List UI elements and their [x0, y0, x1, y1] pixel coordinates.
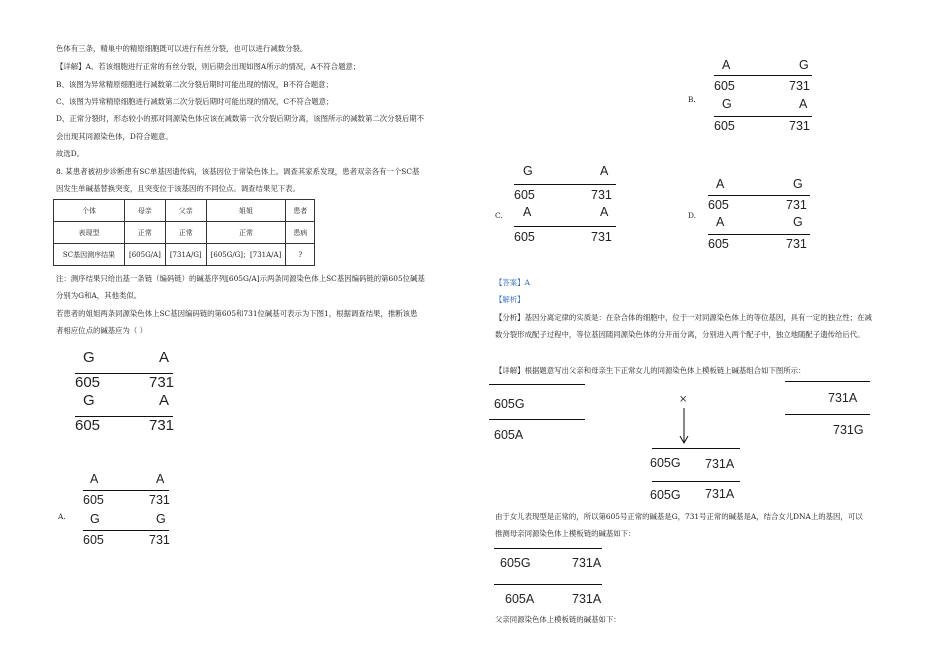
chromosome-line — [514, 226, 616, 227]
chromosome-line — [708, 234, 810, 235]
base-label: A — [716, 177, 725, 191]
table-cell: 正常 — [206, 222, 286, 244]
option-label: D. — [688, 211, 697, 220]
option-label: A. — [58, 512, 66, 521]
option-label: B. — [688, 95, 696, 104]
base-label: G — [799, 58, 809, 72]
sc-gene-table — [53, 199, 315, 266]
position-label: 605 — [708, 237, 729, 251]
text-line: 色体有三条，精巢中的精原细胞既可以进行有丝分裂，也可以进行减数分裂。 — [56, 44, 308, 53]
table-cell: 个体 — [54, 200, 125, 222]
table-cell: [605G/G]；[731A/A] — [206, 244, 286, 266]
answer-tag: 【答案】A — [495, 278, 530, 287]
text-line: D、正常分裂时，形态较小的那对同源染色体应该在减数第一次分裂后期分离，该图所示的减数第二次分裂后期不 — [56, 114, 425, 123]
base-label: G — [793, 177, 803, 191]
position-label: 605 — [514, 188, 535, 202]
position-label: 731 — [789, 79, 810, 93]
base-label: A — [799, 97, 808, 111]
cross-symbol: × — [679, 394, 688, 405]
position-label: 731 — [149, 417, 175, 434]
table-cell: 母亲 — [125, 200, 166, 222]
position-label: 605 — [83, 533, 104, 547]
allele-label: 605G — [500, 556, 531, 570]
chromosome-line — [83, 530, 169, 531]
position-label: 605 — [714, 79, 735, 93]
text-line: 由于女儿表现型是正常的，所以第605号正常的碱基是G，731号正常的碱基是A，结合女儿DNA上的基因，可以 — [495, 512, 863, 521]
arrow-down-icon — [679, 408, 689, 446]
table-cell: ? — [286, 244, 315, 266]
table-cell: 父亲 — [165, 200, 206, 222]
father-allele: 731A — [828, 391, 858, 405]
table-cell: [605G/A] — [125, 244, 166, 266]
position-label: 605 — [75, 417, 101, 434]
base-label: A — [716, 215, 725, 229]
text-line: B、该图为异常精原细胞进行减数第二次分裂后期时可能出现的情况，B不符合题意； — [56, 80, 333, 89]
base-label: G — [793, 215, 803, 229]
father-allele: 731G — [833, 423, 864, 437]
text-line: 数分裂形成配子过程中，等位基因随同源染色体的分开而分离，分别进入两个配子中，独立地随配子遗传给后代。 — [495, 330, 865, 339]
base-label: G — [90, 512, 100, 526]
chromosome-line — [83, 490, 169, 491]
table-cell: 患病 — [286, 222, 315, 244]
position-label: 605 — [714, 119, 735, 133]
position-label: 731 — [591, 230, 612, 244]
base-label: A — [523, 205, 532, 219]
chromosome-line — [494, 584, 602, 585]
text-line: 故选D。 — [56, 149, 85, 158]
mother-allele: 605G — [494, 397, 525, 411]
position-label: 605 — [708, 198, 729, 212]
position-label: 605 — [75, 374, 101, 391]
chromosome-line — [714, 116, 812, 117]
base-label: G — [523, 164, 533, 178]
position-label: 731 — [149, 493, 170, 507]
base-label: A — [159, 392, 170, 409]
table-cell: [731A/G] — [165, 244, 206, 266]
position-label: 731 — [786, 198, 807, 212]
chromosome-line — [489, 384, 585, 385]
daughter-allele: 605G — [650, 456, 681, 470]
daughter-allele: 731A — [705, 457, 735, 471]
note-line: 若患者的姐姐两条同源染色体上SC基因编码链的第605和731位碱基可表示为下图1，根据调查结果，推断该患 — [56, 309, 418, 318]
text-line: 因发生单碱基替换突变，且突变位于该基因的不同位点。调查结果见下表。 — [56, 184, 300, 193]
base-label: G — [722, 97, 732, 111]
base-label: A — [722, 58, 731, 72]
note-line: 者相应位点的碱基应为（ ） — [56, 326, 148, 335]
text-line: 【分析】基因分离定律的实质是：在杂合体的细胞中，位于一对同源染色体上的等位基因，具有一定的独立性；在减 — [495, 313, 872, 322]
table-row — [54, 244, 315, 266]
chromosome-line — [714, 75, 812, 76]
daughter-allele: 731A — [705, 487, 735, 501]
table-row — [54, 222, 315, 244]
position-label: 605 — [83, 493, 104, 507]
base-label: A — [600, 164, 609, 178]
base-label: G — [156, 512, 166, 526]
analysis-tag: 【解析】 — [495, 295, 525, 304]
chromosome-line — [785, 414, 870, 415]
text-line: 推测母亲同源染色体上模板链的碱基如下： — [495, 529, 636, 538]
base-label: A — [156, 472, 165, 486]
position-label: 731 — [789, 119, 810, 133]
option-label: C. — [495, 211, 503, 220]
base-label: G — [83, 392, 95, 409]
text-line: 【详解】A、若该细胞进行正常的有丝分裂，则后期会出现如图A所示的情况，A不符合题意； — [56, 62, 361, 71]
base-label: A — [600, 205, 609, 219]
table-cell: 正常 — [125, 222, 166, 244]
allele-label: 731A — [572, 556, 602, 570]
question-8: 8. 某患者被初步诊断患有SC单基因遗传病，该基因位于常染色体上。调查其家系发现，患者双亲各有一个SC基 — [56, 167, 420, 176]
daughter-allele: 605G — [650, 488, 681, 502]
position-label: 731 — [591, 188, 612, 202]
note-line: 注：测序结果只给出基一条链（编码链）的碱基序列[605G/A]示两条同源染色体上SC基因编码链的第605位碱基 — [56, 274, 425, 283]
base-label: A — [159, 349, 170, 366]
chromosome-line — [785, 381, 870, 382]
mother-allele: 605A — [494, 428, 524, 442]
table-cell: 表现型 — [54, 222, 125, 244]
text-line: C、该图为异常精原细胞进行减数第二次分裂后期时可能出现的情况，C不符合题意； — [56, 97, 334, 106]
table-cell: SC基因测序结果 — [54, 244, 125, 266]
chromosome-line — [652, 481, 740, 482]
chromosome-line — [708, 195, 810, 196]
position-label: 605 — [514, 230, 535, 244]
position-label: 731 — [149, 374, 175, 391]
position-label: 731 — [149, 533, 170, 547]
chromosome-line — [514, 184, 616, 185]
table-cell: 患者 — [286, 200, 315, 222]
chromosome-line — [652, 448, 740, 449]
table-cell: 正常 — [165, 222, 206, 244]
base-label: G — [83, 349, 95, 366]
text-line: 父亲同源染色体上模板链的碱基如下： — [495, 615, 621, 624]
chromosome-line — [489, 419, 585, 420]
text-line: 【详解】根据题意写出父亲和母亲生下正常女儿的同源染色体上模板链上碱基组合如下图所示： — [495, 366, 806, 375]
text-line: 会出现其同源染色体，D符合题意。 — [56, 132, 173, 141]
table-row — [54, 200, 315, 222]
chromosome-line — [494, 548, 602, 549]
table-cell: 姐姐 — [206, 200, 286, 222]
base-label: A — [90, 472, 99, 486]
allele-label: 605A — [505, 592, 535, 606]
note-line: 分别为G和A，其他类似。 — [56, 291, 142, 300]
position-label: 731 — [786, 237, 807, 251]
allele-label: 731A — [572, 592, 602, 606]
